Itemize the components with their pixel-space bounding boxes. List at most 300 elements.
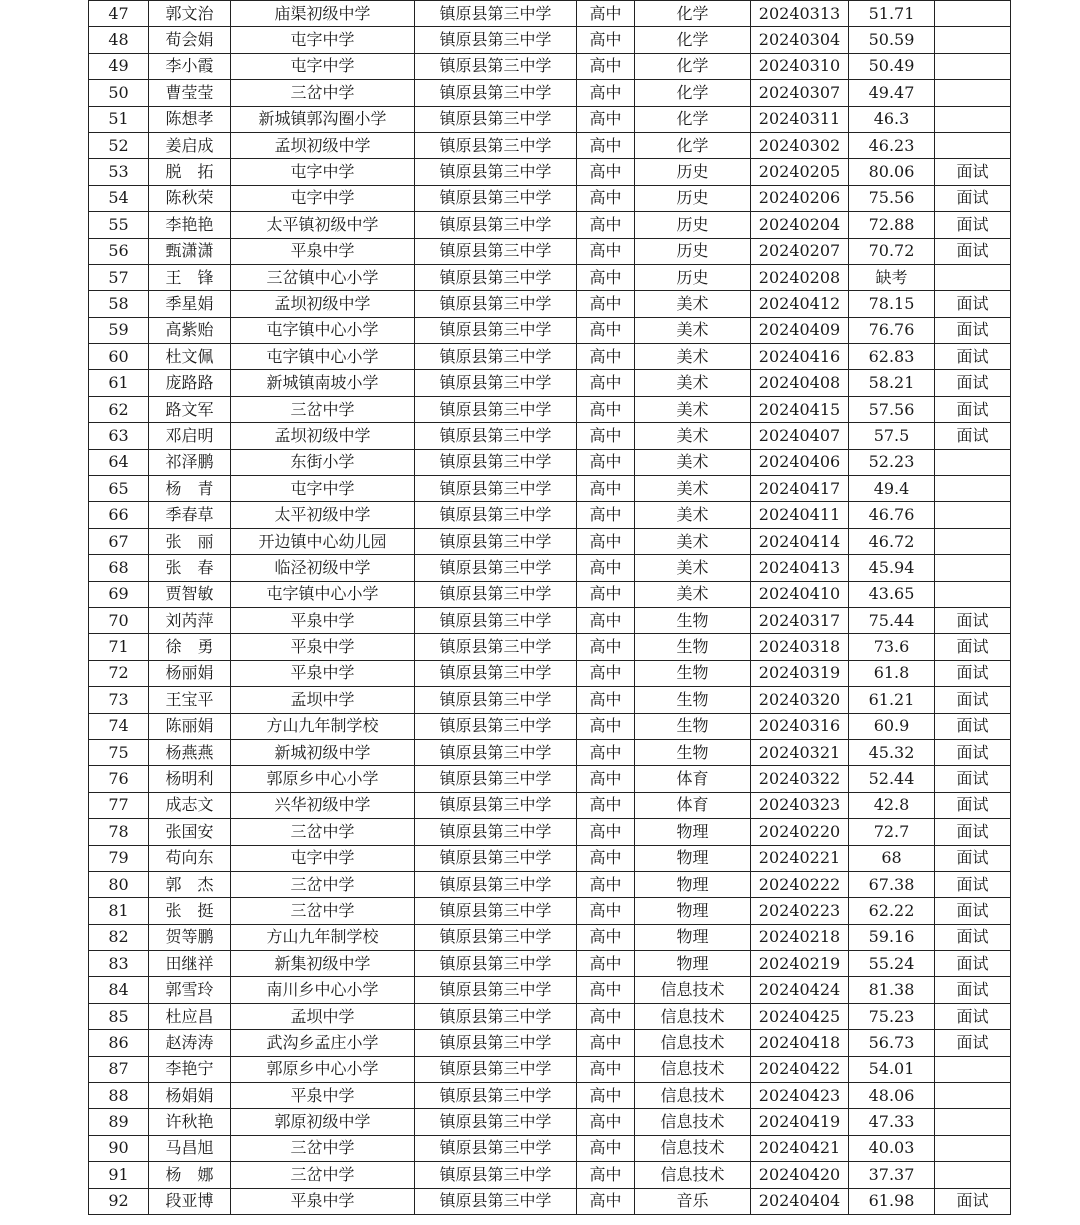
- cell-score: 68: [849, 845, 935, 871]
- table-row: [89, 713, 1011, 739]
- cell-level: 高中: [577, 1135, 635, 1161]
- cell-school: 屯字中学: [231, 53, 415, 79]
- cell-subject: 美术: [635, 370, 751, 396]
- cell-level: 高中: [577, 27, 635, 53]
- cell-score: 57.5: [849, 423, 935, 449]
- cell-no: 62: [89, 396, 149, 422]
- cell-level: 高中: [577, 1109, 635, 1135]
- cell-ticket: 20240422: [751, 1056, 849, 1082]
- cell-score: 51.71: [849, 1, 935, 27]
- table-row: [89, 581, 1011, 607]
- cell-note: 面试: [935, 159, 1011, 185]
- cell-ticket: 20240310: [751, 53, 849, 79]
- cell-ticket: 20240313: [751, 1, 849, 27]
- cell-school: 三岔中学: [231, 80, 415, 106]
- cell-subject: 历史: [635, 264, 751, 290]
- cell-level: 高中: [577, 264, 635, 290]
- cell-no: 58: [89, 291, 149, 317]
- table-row: [89, 53, 1011, 79]
- cell-unit: 镇原县第三中学: [415, 1030, 577, 1056]
- table-row: [89, 951, 1011, 977]
- cell-note: [935, 1109, 1011, 1135]
- cell-note: 面试: [935, 423, 1011, 449]
- cell-ticket: 20240219: [751, 951, 849, 977]
- cell-school: 平泉中学: [231, 660, 415, 686]
- cell-unit: 镇原县第三中学: [415, 106, 577, 132]
- cell-ticket: 20240415: [751, 396, 849, 422]
- cell-no: 90: [89, 1135, 149, 1161]
- cell-subject: 美术: [635, 396, 751, 422]
- cell-name: 季春草: [149, 502, 231, 528]
- cell-note: [935, 476, 1011, 502]
- cell-subject: 物理: [635, 924, 751, 950]
- cell-score: 52.23: [849, 449, 935, 475]
- cell-no: 50: [89, 80, 149, 106]
- cell-unit: 镇原县第三中学: [415, 951, 577, 977]
- cell-school: 屯字中学: [231, 845, 415, 871]
- cell-no: 88: [89, 1083, 149, 1109]
- cell-level: 高中: [577, 396, 635, 422]
- cell-no: 53: [89, 159, 149, 185]
- cell-ticket: 20240319: [751, 660, 849, 686]
- cell-no: 82: [89, 924, 149, 950]
- table-row: [89, 1083, 1011, 1109]
- cell-score: 40.03: [849, 1135, 935, 1161]
- cell-no: 74: [89, 713, 149, 739]
- cell-subject: 美术: [635, 423, 751, 449]
- cell-name: 贺等鹏: [149, 924, 231, 950]
- cell-name: 苟向东: [149, 845, 231, 871]
- cell-level: 高中: [577, 713, 635, 739]
- cell-level: 高中: [577, 1030, 635, 1056]
- cell-unit: 镇原县第三中学: [415, 634, 577, 660]
- cell-level: 高中: [577, 898, 635, 924]
- cell-level: 高中: [577, 1188, 635, 1214]
- cell-no: 78: [89, 819, 149, 845]
- cell-subject: 音乐: [635, 1188, 751, 1214]
- cell-school: 郭原乡中心小学: [231, 766, 415, 792]
- table-row: [89, 977, 1011, 1003]
- cell-score: 46.76: [849, 502, 935, 528]
- cell-score: 58.21: [849, 370, 935, 396]
- cell-note: [935, 27, 1011, 53]
- cell-score: 75.56: [849, 185, 935, 211]
- cell-name: 杨丽娟: [149, 660, 231, 686]
- cell-no: 84: [89, 977, 149, 1003]
- cell-ticket: 20240302: [751, 132, 849, 158]
- cell-no: 56: [89, 238, 149, 264]
- cell-score: 56.73: [849, 1030, 935, 1056]
- cell-school: 新城初级中学: [231, 739, 415, 765]
- cell-subject: 体育: [635, 766, 751, 792]
- cell-subject: 美术: [635, 581, 751, 607]
- cell-no: 77: [89, 792, 149, 818]
- cell-school: 兴华初级中学: [231, 792, 415, 818]
- cell-name: 杨 娜: [149, 1162, 231, 1188]
- table-row: [89, 370, 1011, 396]
- cell-subject: 历史: [635, 185, 751, 211]
- cell-no: 81: [89, 898, 149, 924]
- cell-name: 张国安: [149, 819, 231, 845]
- cell-level: 高中: [577, 106, 635, 132]
- table-row: [89, 1162, 1011, 1188]
- cell-school: 三岔中学: [231, 871, 415, 897]
- cell-subject: 生物: [635, 713, 751, 739]
- cell-name: 张 挺: [149, 898, 231, 924]
- cell-unit: 镇原县第三中学: [415, 792, 577, 818]
- cell-level: 高中: [577, 1, 635, 27]
- cell-subject: 历史: [635, 159, 751, 185]
- cell-note: 面试: [935, 871, 1011, 897]
- cell-school: 平泉中学: [231, 607, 415, 633]
- table-row: [89, 1109, 1011, 1135]
- cell-level: 高中: [577, 132, 635, 158]
- results-table: [88, 0, 1011, 1215]
- cell-score: 62.22: [849, 898, 935, 924]
- cell-no: 55: [89, 212, 149, 238]
- cell-school: 屯字中学: [231, 27, 415, 53]
- cell-school: 平泉中学: [231, 1083, 415, 1109]
- cell-note: 面试: [935, 1188, 1011, 1214]
- cell-subject: 美术: [635, 344, 751, 370]
- cell-note: [935, 1056, 1011, 1082]
- table-row: [89, 766, 1011, 792]
- cell-unit: 镇原县第三中学: [415, 766, 577, 792]
- cell-level: 高中: [577, 766, 635, 792]
- cell-unit: 镇原县第三中学: [415, 898, 577, 924]
- cell-no: 63: [89, 423, 149, 449]
- results-sheet: [88, 0, 1010, 1215]
- cell-level: 高中: [577, 977, 635, 1003]
- cell-unit: 镇原县第三中学: [415, 1188, 577, 1214]
- cell-score: 59.16: [849, 924, 935, 950]
- cell-score: 61.21: [849, 687, 935, 713]
- cell-no: 85: [89, 1003, 149, 1029]
- cell-level: 高中: [577, 502, 635, 528]
- cell-level: 高中: [577, 687, 635, 713]
- cell-name: 杜应昌: [149, 1003, 231, 1029]
- cell-level: 高中: [577, 423, 635, 449]
- cell-subject: 化学: [635, 106, 751, 132]
- cell-subject: 体育: [635, 792, 751, 818]
- cell-level: 高中: [577, 238, 635, 264]
- cell-unit: 镇原县第三中学: [415, 132, 577, 158]
- cell-school: 三岔中学: [231, 898, 415, 924]
- cell-unit: 镇原县第三中学: [415, 502, 577, 528]
- cell-school: 平泉中学: [231, 634, 415, 660]
- cell-name: 贾智敏: [149, 581, 231, 607]
- cell-note: [935, 449, 1011, 475]
- cell-note: 面试: [935, 924, 1011, 950]
- cell-level: 高中: [577, 370, 635, 396]
- cell-ticket: 20240410: [751, 581, 849, 607]
- cell-level: 高中: [577, 924, 635, 950]
- cell-school: 三岔中学: [231, 396, 415, 422]
- cell-name: 马昌旭: [149, 1135, 231, 1161]
- cell-name: 许秋艳: [149, 1109, 231, 1135]
- cell-unit: 镇原县第三中学: [415, 344, 577, 370]
- cell-no: 52: [89, 132, 149, 158]
- cell-school: 孟坝初级中学: [231, 423, 415, 449]
- cell-unit: 镇原县第三中学: [415, 581, 577, 607]
- cell-name: 李艳艳: [149, 212, 231, 238]
- table-row: [89, 1, 1011, 27]
- cell-ticket: 20240304: [751, 27, 849, 53]
- table-row: [89, 502, 1011, 528]
- cell-note: 面试: [935, 819, 1011, 845]
- cell-score: 72.88: [849, 212, 935, 238]
- table-row: [89, 396, 1011, 422]
- cell-school: 方山九年制学校: [231, 713, 415, 739]
- cell-school: 平泉中学: [231, 238, 415, 264]
- cell-score: 缺考: [849, 264, 935, 290]
- cell-no: 49: [89, 53, 149, 79]
- cell-subject: 信息技术: [635, 1056, 751, 1082]
- cell-unit: 镇原县第三中学: [415, 370, 577, 396]
- cell-score: 50.59: [849, 27, 935, 53]
- cell-name: 路文军: [149, 396, 231, 422]
- cell-ticket: 20240406: [751, 449, 849, 475]
- cell-subject: 信息技术: [635, 1135, 751, 1161]
- cell-school: 三岔镇中心小学: [231, 264, 415, 290]
- cell-unit: 镇原县第三中学: [415, 528, 577, 554]
- cell-name: 姜启成: [149, 132, 231, 158]
- table-row: [89, 555, 1011, 581]
- cell-subject: 物理: [635, 845, 751, 871]
- cell-unit: 镇原县第三中学: [415, 238, 577, 264]
- cell-name: 杨 青: [149, 476, 231, 502]
- cell-score: 62.83: [849, 344, 935, 370]
- cell-school: 平泉中学: [231, 1188, 415, 1214]
- cell-name: 郭雪玲: [149, 977, 231, 1003]
- cell-unit: 镇原县第三中学: [415, 264, 577, 290]
- cell-score: 76.76: [849, 317, 935, 343]
- cell-level: 高中: [577, 581, 635, 607]
- cell-name: 陈丽娟: [149, 713, 231, 739]
- cell-ticket: 20240420: [751, 1162, 849, 1188]
- cell-ticket: 20240425: [751, 1003, 849, 1029]
- cell-score: 78.15: [849, 291, 935, 317]
- table-row: [89, 449, 1011, 475]
- cell-school: 郭原初级中学: [231, 1109, 415, 1135]
- cell-ticket: 20240418: [751, 1030, 849, 1056]
- table-row: [89, 476, 1011, 502]
- cell-note: 面试: [935, 951, 1011, 977]
- cell-subject: 化学: [635, 53, 751, 79]
- cell-name: 祁泽鹏: [149, 449, 231, 475]
- cell-level: 高中: [577, 185, 635, 211]
- cell-subject: 美术: [635, 317, 751, 343]
- cell-subject: 物理: [635, 951, 751, 977]
- cell-score: 52.44: [849, 766, 935, 792]
- cell-no: 80: [89, 871, 149, 897]
- cell-subject: 信息技术: [635, 1030, 751, 1056]
- cell-name: 杨明利: [149, 766, 231, 792]
- cell-note: 面试: [935, 212, 1011, 238]
- cell-score: 72.7: [849, 819, 935, 845]
- cell-subject: 美术: [635, 476, 751, 502]
- cell-score: 43.65: [849, 581, 935, 607]
- cell-unit: 镇原县第三中学: [415, 27, 577, 53]
- cell-name: 徐 勇: [149, 634, 231, 660]
- cell-note: 面试: [935, 766, 1011, 792]
- cell-school: 郭原乡中心小学: [231, 1056, 415, 1082]
- cell-note: 面试: [935, 634, 1011, 660]
- cell-score: 46.72: [849, 528, 935, 554]
- cell-school: 孟坝中学: [231, 687, 415, 713]
- cell-ticket: 20240416: [751, 344, 849, 370]
- cell-no: 57: [89, 264, 149, 290]
- cell-subject: 化学: [635, 80, 751, 106]
- cell-note: [935, 581, 1011, 607]
- cell-score: 46.3: [849, 106, 935, 132]
- cell-level: 高中: [577, 819, 635, 845]
- cell-ticket: 20240311: [751, 106, 849, 132]
- cell-note: 面试: [935, 845, 1011, 871]
- cell-level: 高中: [577, 871, 635, 897]
- cell-ticket: 20240421: [751, 1135, 849, 1161]
- cell-note: 面试: [935, 713, 1011, 739]
- cell-no: 83: [89, 951, 149, 977]
- cell-score: 54.01: [849, 1056, 935, 1082]
- cell-note: [935, 132, 1011, 158]
- cell-name: 甄潇潇: [149, 238, 231, 264]
- table-row: [89, 871, 1011, 897]
- cell-note: 面试: [935, 291, 1011, 317]
- cell-no: 87: [89, 1056, 149, 1082]
- table-row: [89, 898, 1011, 924]
- cell-score: 60.9: [849, 713, 935, 739]
- cell-score: 75.23: [849, 1003, 935, 1029]
- cell-subject: 历史: [635, 238, 751, 264]
- cell-ticket: 20240223: [751, 898, 849, 924]
- cell-name: 杨娟娟: [149, 1083, 231, 1109]
- cell-level: 高中: [577, 159, 635, 185]
- table-row: [89, 819, 1011, 845]
- table-row: [89, 687, 1011, 713]
- cell-score: 61.8: [849, 660, 935, 686]
- table-row: [89, 924, 1011, 950]
- cell-note: [935, 106, 1011, 132]
- cell-note: [935, 555, 1011, 581]
- cell-level: 高中: [577, 1003, 635, 1029]
- cell-subject: 化学: [635, 132, 751, 158]
- cell-score: 55.24: [849, 951, 935, 977]
- table-row: [89, 1003, 1011, 1029]
- cell-name: 王宝平: [149, 687, 231, 713]
- cell-level: 高中: [577, 792, 635, 818]
- cell-school: 屯字中学: [231, 476, 415, 502]
- cell-level: 高中: [577, 1162, 635, 1188]
- cell-no: 91: [89, 1162, 149, 1188]
- cell-ticket: 20240407: [751, 423, 849, 449]
- cell-unit: 镇原县第三中学: [415, 80, 577, 106]
- cell-ticket: 20240322: [751, 766, 849, 792]
- cell-subject: 生物: [635, 607, 751, 633]
- cell-note: 面试: [935, 396, 1011, 422]
- cell-no: 92: [89, 1188, 149, 1214]
- cell-level: 高中: [577, 476, 635, 502]
- cell-level: 高中: [577, 344, 635, 370]
- cell-score: 46.23: [849, 132, 935, 158]
- table-row: [89, 264, 1011, 290]
- cell-unit: 镇原县第三中学: [415, 1, 577, 27]
- cell-subject: 生物: [635, 660, 751, 686]
- cell-school: 新集初级中学: [231, 951, 415, 977]
- cell-no: 89: [89, 1109, 149, 1135]
- cell-school: 太平初级中学: [231, 502, 415, 528]
- cell-unit: 镇原县第三中学: [415, 739, 577, 765]
- cell-school: 开边镇中心幼儿园: [231, 528, 415, 554]
- cell-school: 武沟乡孟庄小学: [231, 1030, 415, 1056]
- cell-level: 高中: [577, 212, 635, 238]
- cell-no: 61: [89, 370, 149, 396]
- cell-no: 76: [89, 766, 149, 792]
- cell-school: 屯字中学: [231, 159, 415, 185]
- cell-school: 屯字镇中心小学: [231, 344, 415, 370]
- cell-no: 72: [89, 660, 149, 686]
- cell-score: 50.49: [849, 53, 935, 79]
- cell-note: [935, 1, 1011, 27]
- cell-school: 三岔中学: [231, 819, 415, 845]
- cell-school: 屯字中学: [231, 185, 415, 211]
- cell-score: 42.8: [849, 792, 935, 818]
- cell-unit: 镇原县第三中学: [415, 185, 577, 211]
- cell-score: 75.44: [849, 607, 935, 633]
- table-row: [89, 1056, 1011, 1082]
- cell-score: 57.56: [849, 396, 935, 422]
- cell-note: 面试: [935, 344, 1011, 370]
- cell-ticket: 20240207: [751, 238, 849, 264]
- cell-ticket: 20240424: [751, 977, 849, 1003]
- cell-subject: 美术: [635, 291, 751, 317]
- cell-unit: 镇原县第三中学: [415, 687, 577, 713]
- cell-name: 田继祥: [149, 951, 231, 977]
- cell-subject: 美术: [635, 502, 751, 528]
- cell-score: 61.98: [849, 1188, 935, 1214]
- cell-note: 面试: [935, 185, 1011, 211]
- cell-name: 季星娟: [149, 291, 231, 317]
- cell-ticket: 20240220: [751, 819, 849, 845]
- cell-ticket: 20240205: [751, 159, 849, 185]
- cell-school: 太平镇初级中学: [231, 212, 415, 238]
- cell-no: 86: [89, 1030, 149, 1056]
- cell-no: 79: [89, 845, 149, 871]
- cell-level: 高中: [577, 739, 635, 765]
- cell-unit: 镇原县第三中学: [415, 845, 577, 871]
- table-row: [89, 132, 1011, 158]
- cell-ticket: 20240307: [751, 80, 849, 106]
- cell-school: 新城镇南坡小学: [231, 370, 415, 396]
- cell-unit: 镇原县第三中学: [415, 212, 577, 238]
- cell-unit: 镇原县第三中学: [415, 396, 577, 422]
- table-row: [89, 80, 1011, 106]
- cell-level: 高中: [577, 607, 635, 633]
- cell-level: 高中: [577, 449, 635, 475]
- cell-note: [935, 80, 1011, 106]
- table-row: [89, 528, 1011, 554]
- cell-unit: 镇原县第三中学: [415, 871, 577, 897]
- table-row: [89, 634, 1011, 660]
- cell-ticket: 20240318: [751, 634, 849, 660]
- cell-note: [935, 53, 1011, 79]
- cell-ticket: 20240404: [751, 1188, 849, 1214]
- cell-level: 高中: [577, 317, 635, 343]
- table-row: [89, 423, 1011, 449]
- cell-level: 高中: [577, 660, 635, 686]
- cell-no: 68: [89, 555, 149, 581]
- cell-no: 60: [89, 344, 149, 370]
